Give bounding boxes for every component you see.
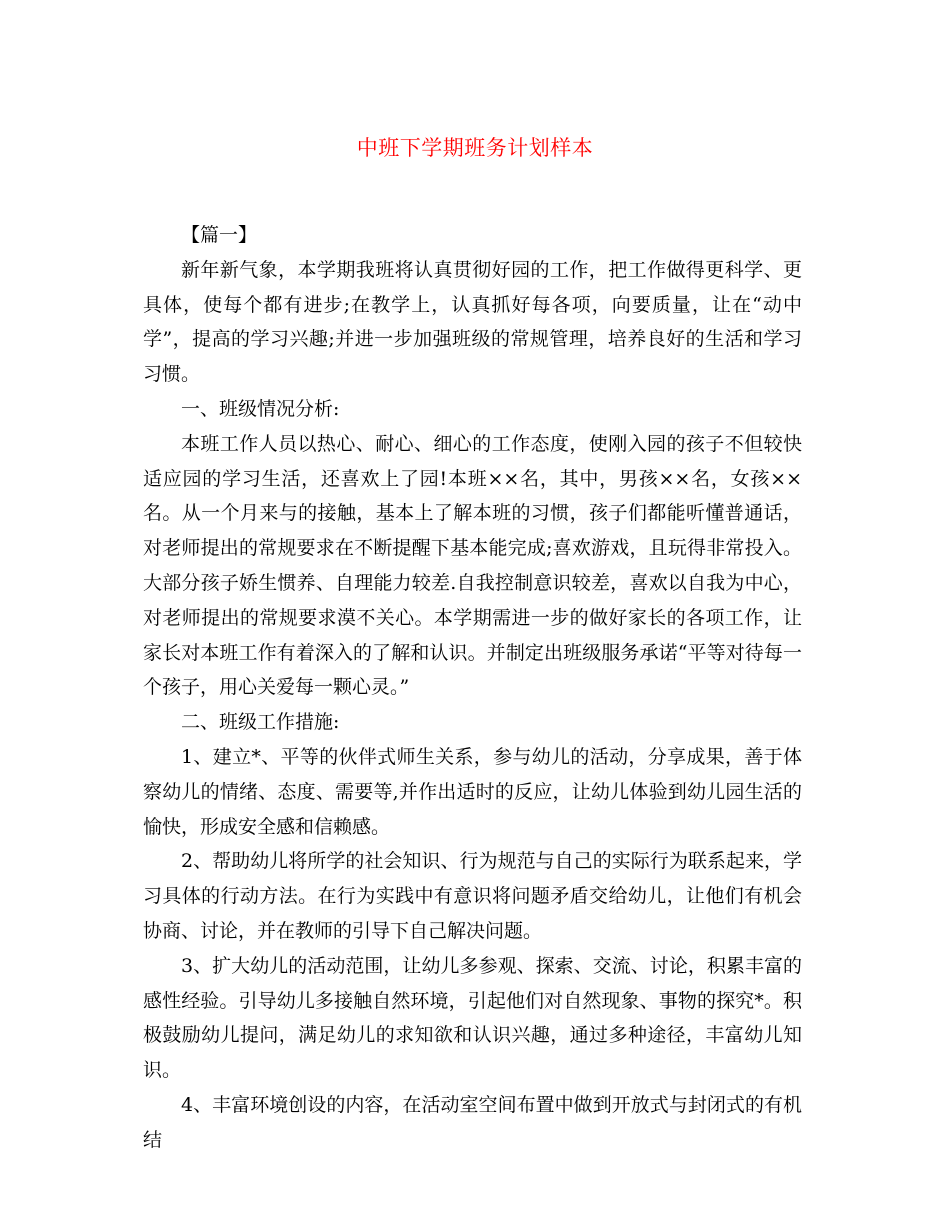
- paragraph-intro: 新年新气象，本学期我班将认真贯彻好园的工作，把工作做得更科学、更具体，使每个都有进步;在教学上，认真抓好每各项，向要质量，让在“动中学”，提高的学习兴趣;并进一步加强班级的常规管理，培养良好的生活和学习习惯。: [143, 258, 802, 386]
- paragraph-measure-4: 4、丰富环境创设的内容，在活动室空间布置中做到开放式与封闭式的有机结: [143, 1093, 802, 1151]
- document-title: 中班下学期班务计划样本: [356, 136, 594, 160]
- paragraph-measure-1: 1、建立*、平等的伙伴式师生关系，参与幼儿的活动，分享成果，善于体察幼儿的情绪、态度、需要等,并作出适时的反应，让幼儿体验到幼儿园生活的愉快，形成安全感和信赖感。: [143, 745, 802, 838]
- paragraph-measure-3: 3、扩大幼儿的活动范围，让幼儿多参观、探索、交流、讨论，积累丰富的感性经验。引导幼儿多接触自然环境，引起他们对自然现象、事物的探究*。积极鼓励幼儿提问，满足幼儿的求知欲和认识兴趣，通过多种途径，丰富幼儿知识。: [143, 954, 802, 1082]
- document-body: [143, 218, 802, 1158]
- section-heading: 二、班级工作措施:: [181, 711, 340, 734]
- paragraph-measure-2: 2、帮助幼儿将所学的社会知识、行为规范与自己的实际行为联系起来，学习具体的行动方法。在行为实践中有意识将问题矛盾交给幼儿，让他们有机会协商、讨论，并在教师的引导下自己解决问题。: [143, 850, 802, 942]
- section-heading: 【篇一】: [181, 224, 258, 246]
- section-heading: 一、班级情况分析:: [181, 397, 340, 420]
- paragraph-analysis: 本班工作人员以热心、耐心、细心的工作态度，使刚入园的孩子不但较快适应园的学习生活，还喜欢上了园!本班××名，其中，男孩××名，女孩××名。从一个月来与的接触，基本上了解本班的习惯，孩子们都能听懂普通话，对老师提出的常规要求在不断提醒下基本能完成;喜欢游戏，且玩得非常投入。大部分孩子娇生惯养、自理能力较差.自我控制意识较差，喜欢以自我为中心，对老师提出的常规要求漠不关心。本学期需进一步的做好家长的各项工作，让家长对本班工作有着深入的了解和认识。并制定出班级服务承诺“平等对待每一个孩子，用心关爱每一颗心灵。”: [143, 432, 802, 699]
